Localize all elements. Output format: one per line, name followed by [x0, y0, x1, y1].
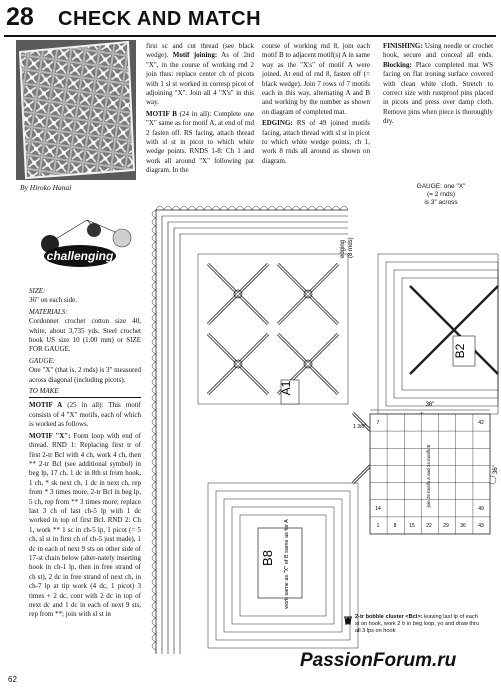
edging-label: EDGING:: [262, 119, 293, 128]
crochet-diagram: [148, 198, 498, 654]
grid-cell-15: 15: [409, 523, 415, 529]
completed-mat-grid: [353, 402, 499, 534]
col2-text-a: first sc and cut thread (see black wedge).: [146, 42, 254, 60]
lace-photo: [16, 40, 136, 180]
pattern-number: 28: [6, 3, 34, 31]
col3-text: course of working rnd 8, join each motif B to adjacent motif(s) A in same way as the "X's" of motif A were joined. At end of rnd 8, fasten off (= black wedge). Join 7 rows of 7 motifs each in this way, alternating A and B and working by the number as shown on diagram of completed mat.: [262, 42, 370, 116]
b2-label: B2: [453, 343, 467, 359]
bobble-cluster-icon: [342, 614, 354, 626]
grid-cell-14: 14: [375, 506, 381, 512]
b8-label: B8: [260, 550, 275, 566]
column-3: [262, 42, 370, 168]
blocking-label: Blocking:: [383, 60, 412, 69]
gauge-note-line-3: is 3" across: [424, 199, 458, 206]
edging-text: RS of 49 joined motifs facing, attach thread with sl st in picot to which white wedge points, ch 1, work 8 rnds all around as shown on diagram.: [262, 119, 371, 165]
blocking-text: Place completed mat WS facing on flat ironing surface covered with clean white cloth. Stretch to correct size with rustproof pins placed in picots and press over damp cloth. Remove pins when piece is thoroughly dry.: [383, 60, 494, 126]
motif-x-paragraph: [29, 432, 141, 620]
edging-label-text: edging: [340, 239, 346, 258]
byline: By Hiroko Hanai: [20, 183, 72, 192]
b8-note: work same as "X" of B same as for A: [284, 519, 290, 609]
materials-text: Cordonnet crochet cotton size 40, white, about 3,735 yds. Steel crochet hook US size 10 (1.00 mm) or SIZE FOR GAUGE.: [29, 317, 141, 354]
motif-a-paragraph: [29, 401, 141, 429]
grid-cell-49: 49: [478, 506, 484, 512]
page-number: 62: [8, 675, 17, 684]
section-rule: [29, 397, 141, 398]
finishing-label: FINISHING:: [383, 42, 423, 50]
motif-b-label: MOTIF B: [146, 109, 177, 118]
grid-cell-1: 1: [376, 523, 380, 529]
grid-cell-7: 7: [376, 420, 380, 426]
column-2: [146, 42, 254, 178]
grid-cell-43: 43: [478, 523, 484, 529]
motif-a1: [198, 254, 348, 404]
size-text: 36" on each side.: [29, 296, 77, 305]
motif-b2: [378, 254, 498, 414]
materials-heading: MATERIALS:: [29, 307, 68, 316]
watermark: PassionForum.ru: [300, 650, 457, 671]
dim-small: 1 3/8": [353, 424, 366, 430]
difficulty-badge: [32, 220, 142, 280]
grid-cell-42: 42: [478, 420, 484, 426]
page-header: [4, 2, 496, 36]
edging-paragraph: [262, 119, 370, 166]
column-4: [383, 42, 493, 129]
size-heading: SIZE:: [29, 287, 46, 295]
motif-a-label: MOTIF A: [29, 401, 63, 410]
grid-cell-29: 29: [443, 523, 449, 529]
grid-cell-36: 36: [460, 523, 466, 529]
pattern-title: CHECK AND MATCH: [58, 8, 262, 30]
motif-x-text: Form loop with end of thread. RND 1: Replacing first tr of first 2-tr Bcl with 4 ch, work 4 ch, then ** 2-tr Bcl (see additional symbol) in beg lp, 17 ch, 1 dc in 8th st from hook, 1 ch, * sk next ch, 1 dc in next ch, rep from * 3 times more, 2-tr Bcl in beg lp, 5 ch, rep from ** 3 times more; replace last 3 ch of last ch-5 lp with 1 dc worked in top of first Bcl. RND 2: Ch 1, work ** 1 sc in ch-5 lp, 1 picot (= 5 ch, sl st in first ch of ch-5 just made), 1 dc in each of next 9 sts on other side of 17-st chain below (alter-nately inserting hook in ch-1 lp, then in free strand of ch st), 2 dc in free strand of next ch, in ch-7 lp at tip work (4 dc, 1 picot) 3 times + 2 dc, cont with 2 dc in top of next dc and 1 dc in each of next 9 sts, rep from **; join with sl st in: [29, 431, 142, 619]
legend-label: 2-tr bobble cluster <Bcl>:: [355, 614, 423, 620]
a1-label: A1: [279, 380, 293, 396]
gauge-note-line-2: (= 2 rnds): [427, 191, 455, 198]
gauge-heading: GAUGE:: [29, 356, 56, 365]
dim-height: 36": [493, 465, 499, 474]
motif-b-text: (24 in all): Complete one "X" same as for motif A, at end of rnd 2 fasten off. RS facing, attach thread with sl st in picot to which white wedge points. RNDS 1-8: Ch 1 and work all around "X" following pat diagram. In the: [146, 109, 255, 175]
gauge-note-line-1: GAUGE: one "X": [416, 183, 466, 190]
grid-cell-22: 22: [426, 523, 432, 529]
legend-description: leaving last lp of each st on hook, work 2 tr in beg loop, yo and draw thru all 3 lps on hook: [355, 614, 480, 634]
badge-text: challenging: [46, 249, 114, 263]
edging-rnds-text: (8 rnds): [348, 237, 354, 258]
left-column: [29, 287, 141, 622]
motif-a-text: (25 in all): This motif consists of 4 "X" motifs, each of which is worked as follows.: [29, 401, 141, 429]
finishing-text: Using needle or crochet hook, secure and conceal all ends.: [383, 42, 494, 60]
to-make-heading: TO MAKE: [29, 387, 59, 396]
motif-b-paragraph: [146, 110, 254, 176]
dim-width: 36": [425, 402, 435, 408]
grid-cell-8: 8: [393, 523, 397, 529]
legend-text: [355, 614, 480, 635]
col2-text-b: As of 2nd "X", in the course of working rnd 2 join thus: replace center ch of picots with 1 sl st worked in corresp picot of adjoining "X". Join all 4 "X's" in this way.: [146, 51, 254, 107]
header-rule: [4, 35, 496, 37]
finishing-paragraph: [383, 42, 493, 127]
gauge-text: One "X" (that is, 2 rnds) is 3" measured across diagonal (including picots).: [29, 366, 141, 384]
col2-paragraph: [146, 42, 254, 108]
join-note: join 25 motifs A and 24 motifs B: [426, 444, 431, 508]
motif-joining-label: Motif joining:: [172, 51, 218, 60]
motif-x-label: MOTIF "X":: [29, 431, 71, 440]
